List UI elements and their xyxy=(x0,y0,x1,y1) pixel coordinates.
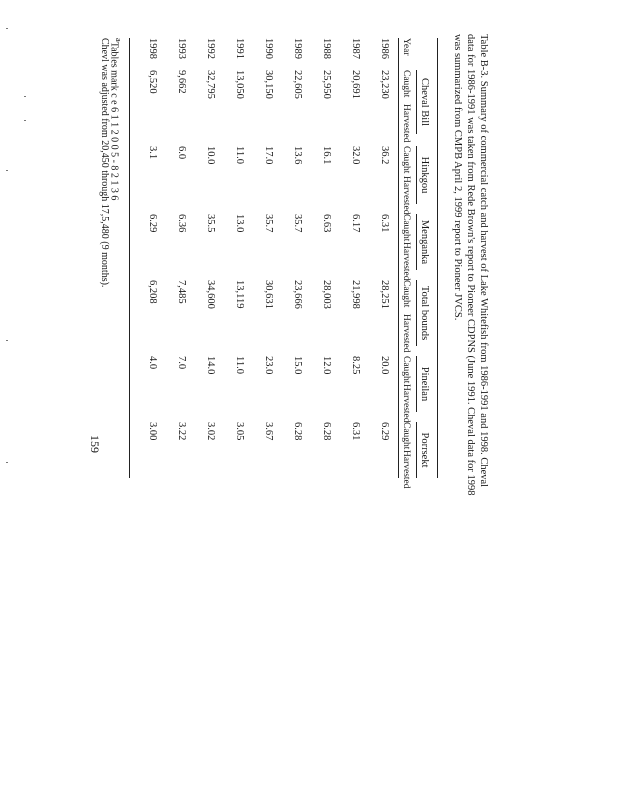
scan-speck xyxy=(6,340,8,341)
footnote-1: $^a$Tables mark c e 6 1 1 2 0 0 5 - 8 2 1 3 6 xyxy=(108,38,123,201)
column-header: Harvested xyxy=(401,384,411,423)
table-cell: 6.28 xyxy=(292,422,303,441)
header-rule xyxy=(398,38,399,478)
table-cell: 3.00 xyxy=(147,422,158,441)
table-cell: 7,485 xyxy=(176,280,187,304)
column-header: Harvested xyxy=(401,450,411,489)
row-year-cell: 1987 xyxy=(350,38,361,59)
table-cell: 23,666 xyxy=(292,280,303,309)
group-rule xyxy=(416,146,417,204)
group-rule xyxy=(416,356,417,412)
column-header: Harvested xyxy=(401,242,411,281)
footnote-2: Chevl was adjusted from 20,450 through 17,5,480 (9 months). xyxy=(99,38,110,288)
column-header: Caught xyxy=(401,214,411,242)
rotated-table-page xyxy=(76,34,496,534)
column-group-header: Menganka xyxy=(419,219,430,265)
table-cell: 23,230 xyxy=(379,70,390,99)
table-cell: 4.0 xyxy=(147,356,158,370)
table-cell: 11.0 xyxy=(234,356,245,374)
table-cell: 12.0 xyxy=(321,356,332,375)
column-group-header: Total bounds xyxy=(419,285,430,341)
column-group-header: Pineilan xyxy=(419,366,430,402)
table-cell: 13,050 xyxy=(234,70,245,99)
table-cell: 28,003 xyxy=(321,280,332,309)
table-cell: 6.28 xyxy=(321,422,332,441)
table-cell: 30,631 xyxy=(263,280,274,309)
scan-speck xyxy=(6,170,8,171)
table-cell: 8.25 xyxy=(350,356,361,375)
table-cell: 6.29 xyxy=(379,422,390,441)
table-cell: 23.0 xyxy=(263,356,274,375)
table-cell: 32,795 xyxy=(205,70,216,99)
table-cell: 14.0 xyxy=(205,356,216,375)
table-cell: 13.0 xyxy=(234,214,245,233)
table-cell: 35.5 xyxy=(205,214,216,233)
table-cell: 6,208 xyxy=(147,280,158,304)
row-year-cell: 1990 xyxy=(263,38,274,59)
table-cell: 6.31 xyxy=(379,214,390,233)
table-cell: 6.36 xyxy=(176,214,187,233)
scan-speck xyxy=(24,96,26,97)
table-cell: 3.05 xyxy=(234,422,245,441)
table-cell: 15.0 xyxy=(292,356,303,375)
scan-speck xyxy=(6,28,8,29)
row-year-cell: 1988 xyxy=(321,38,332,59)
table-cell: 28,251 xyxy=(379,280,390,309)
table-cell: 3.67 xyxy=(263,422,274,441)
row-year-cell: 1993 xyxy=(176,38,187,59)
table-cell: 6.29 xyxy=(147,214,158,233)
table-cell: 20,691 xyxy=(350,70,361,99)
row-year-cell: 1998 xyxy=(147,38,158,59)
group-rule xyxy=(416,422,417,478)
column-header: Harvested xyxy=(401,314,411,353)
column-header: Caught xyxy=(401,356,411,384)
table-cell: 35.7 xyxy=(263,214,274,233)
table-cell: 25,950 xyxy=(321,70,332,99)
table-cell: 6.31 xyxy=(350,422,361,441)
table-cell: 32.0 xyxy=(350,146,361,165)
table-cell: 6.17 xyxy=(350,214,361,233)
table-cell: 35.7 xyxy=(292,214,303,233)
table-cell: 30,150 xyxy=(263,70,274,99)
group-rule xyxy=(416,214,417,270)
table-cell: 7.0 xyxy=(176,356,187,370)
bottom-rule xyxy=(129,38,130,478)
table-cell: 36.2 xyxy=(379,146,390,165)
column-header: Caught xyxy=(401,422,411,450)
table-cell: 3.1 xyxy=(147,146,158,160)
table-caption: Table B-3. Summary of commercial catch and harvest of Lake Whitefish from 1986-1991 and 1998. Cheval data for 1986-1991 was taken from Rede Brown's report to Pioneer CDPNS (June 1991. Cheval data for 1998 was summarized from CMPB April 2, 1999 report to Pioneer JVCS. xyxy=(452,34,489,496)
table-cell: 21,998 xyxy=(350,280,361,309)
column-group-header: Cheval Bill xyxy=(419,77,430,127)
group-rule xyxy=(416,280,417,346)
column-header: Harvested xyxy=(401,104,411,143)
row-year-cell: 1986 xyxy=(379,38,390,59)
group-rule xyxy=(416,70,417,134)
column-header: Caught xyxy=(401,70,411,98)
column-header: Caught xyxy=(401,280,411,308)
table-cell: 22,605 xyxy=(292,70,303,99)
table-cell: 13,119 xyxy=(234,280,245,309)
table-cell: 3.02 xyxy=(205,422,216,441)
table-cell: 13.6 xyxy=(292,146,303,165)
footnote-mark: a xyxy=(114,38,123,42)
table-cell: 17.0 xyxy=(263,146,274,165)
row-year-cell: 1991 xyxy=(234,38,245,59)
column-header: Year xyxy=(401,38,411,56)
table-cell: 6,520 xyxy=(147,70,158,94)
page-number: 159 xyxy=(88,435,102,453)
table-cell: 20.0 xyxy=(379,356,390,375)
table-cell: 6.63 xyxy=(321,214,332,233)
table-cell: 11.0 xyxy=(234,146,245,164)
table-cell: 16.1 xyxy=(321,146,332,165)
column-header: Harvested xyxy=(401,176,411,215)
column-group-header: Porrsekt xyxy=(419,432,430,468)
table-cell: 9,662 xyxy=(176,70,187,94)
row-year-cell: 1992 xyxy=(205,38,216,59)
column-group-header: Hinkgou xyxy=(419,156,430,194)
row-year-cell: 1989 xyxy=(292,38,303,59)
table-cell: 6.0 xyxy=(176,146,187,160)
scan-speck xyxy=(6,462,8,463)
table-cell: 10.0 xyxy=(205,146,216,165)
table-cell: 34,600 xyxy=(205,280,216,309)
top-rule xyxy=(437,38,438,478)
scan-speck xyxy=(24,120,26,121)
table-cell: 3.22 xyxy=(176,422,187,441)
column-header: Caught xyxy=(401,146,411,174)
